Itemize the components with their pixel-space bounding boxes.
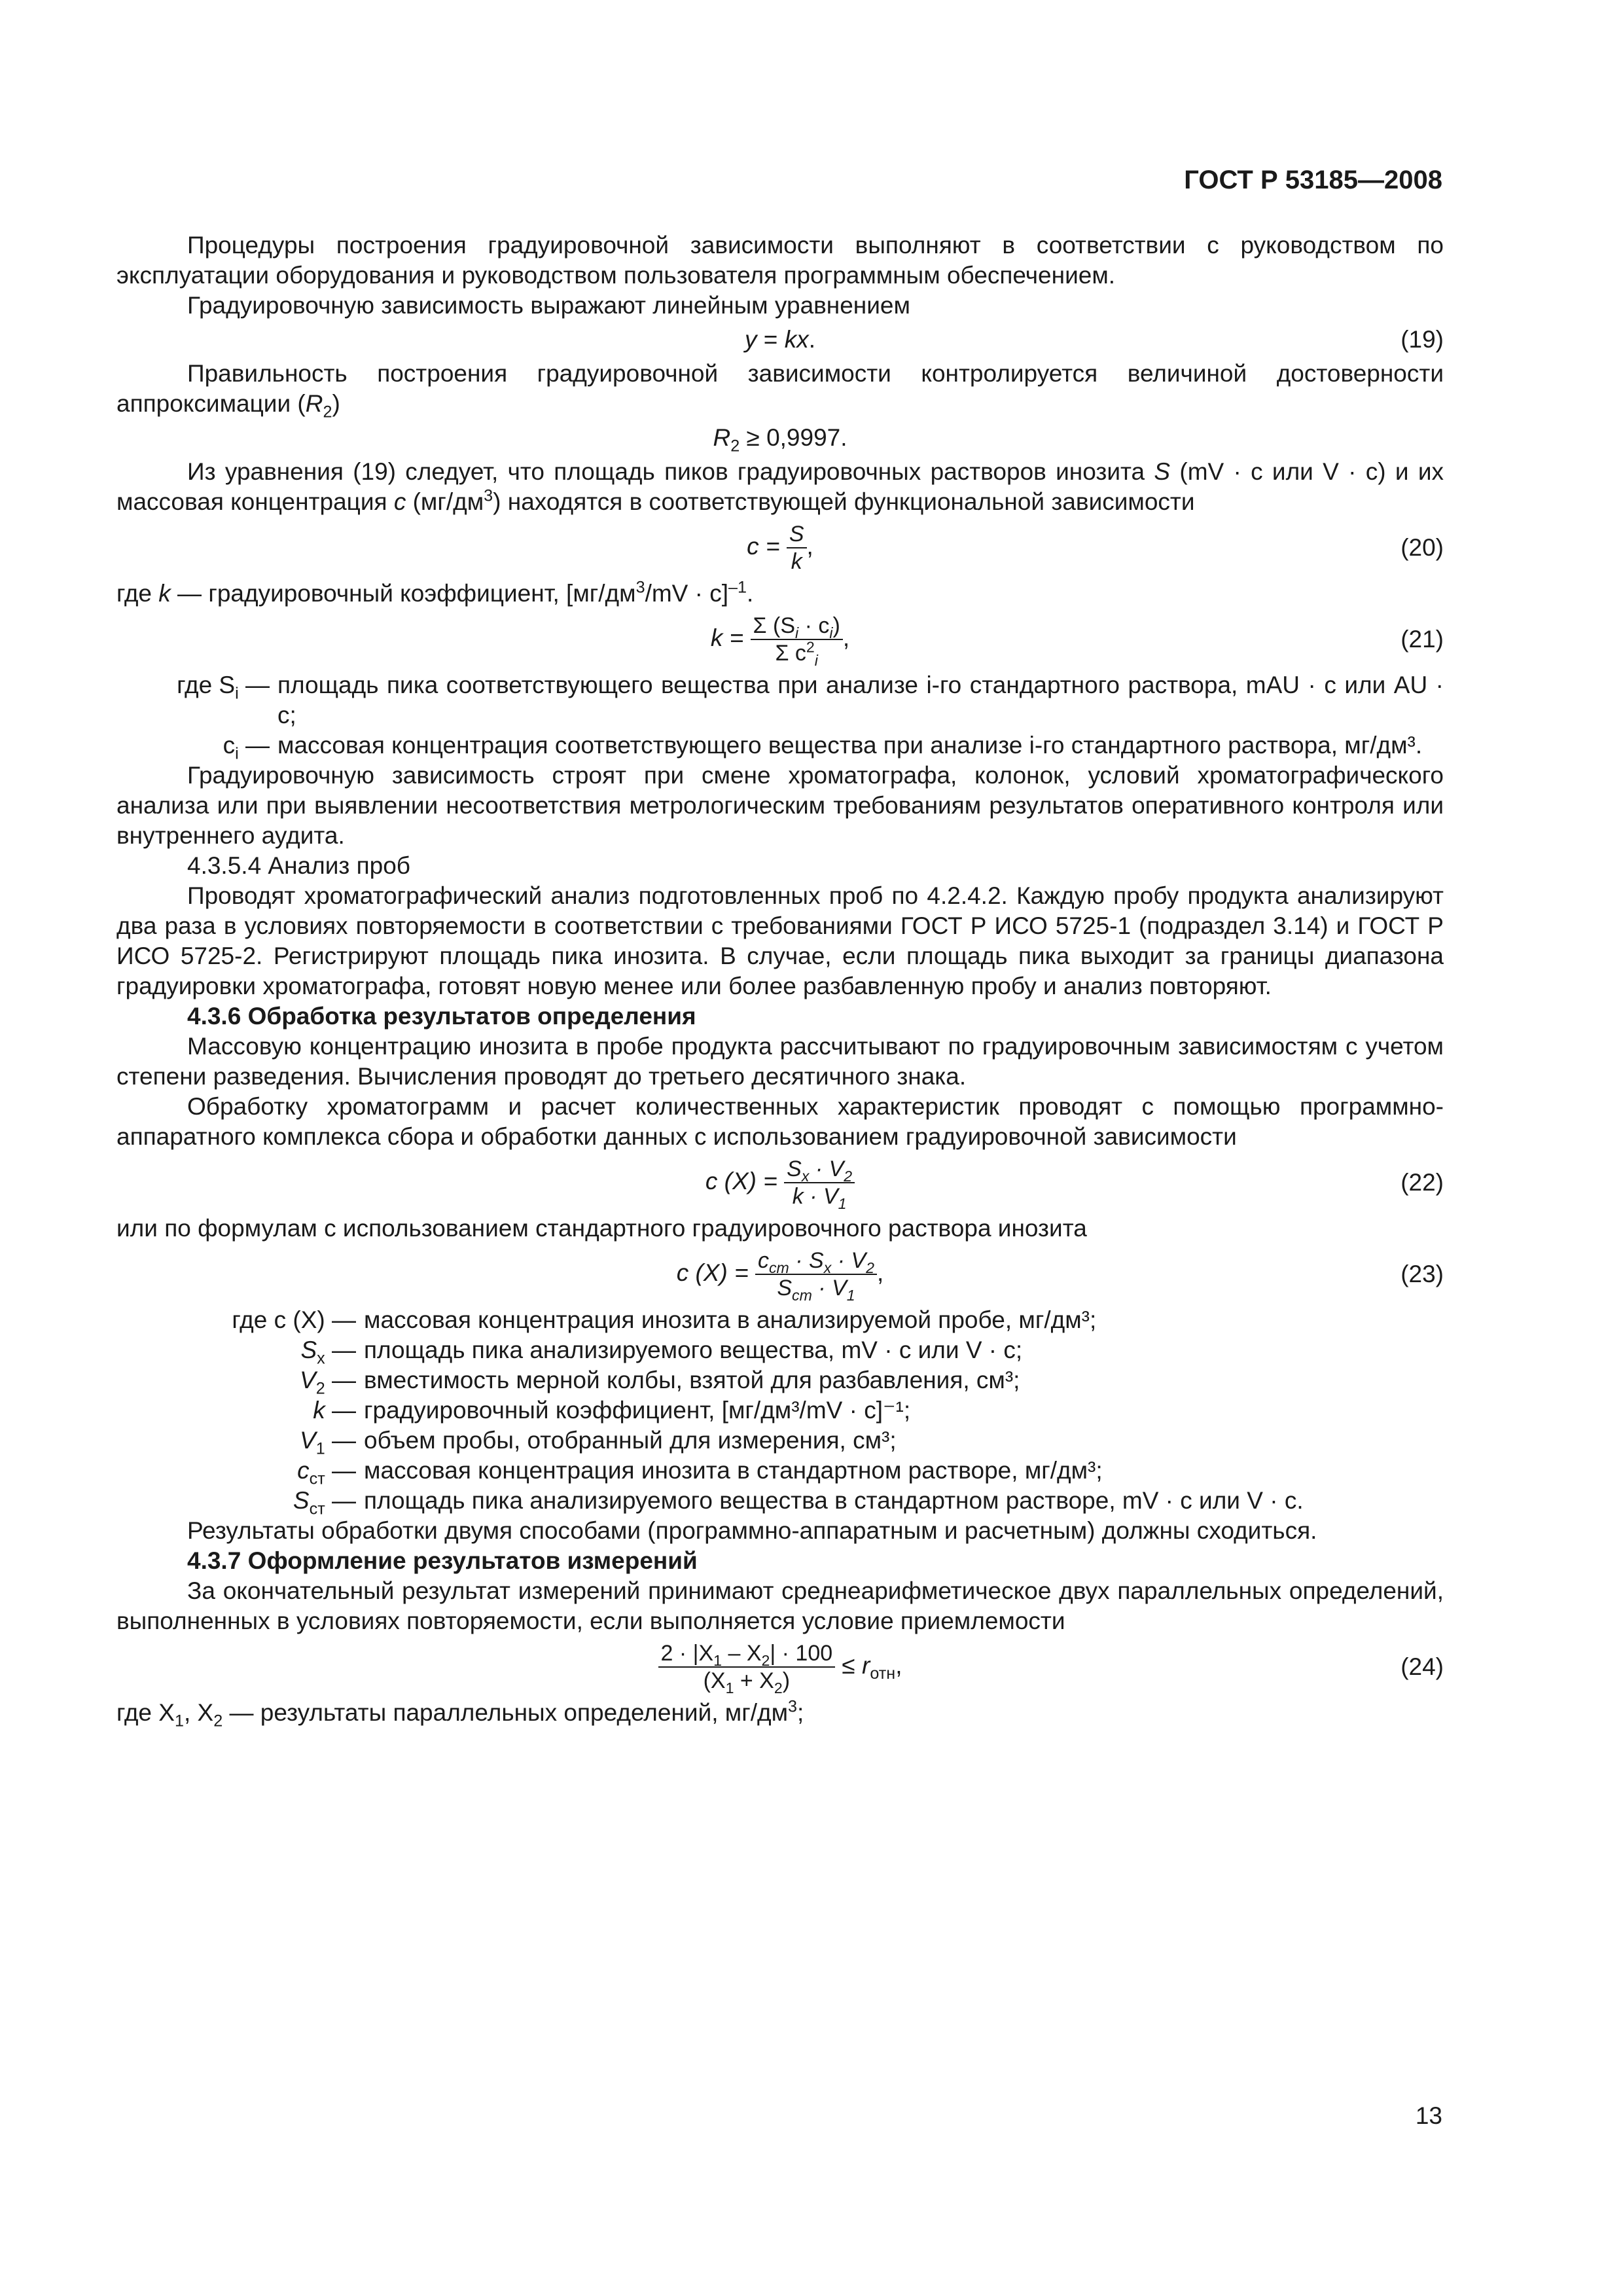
approx-R: R (305, 390, 323, 417)
r2-R: R (713, 424, 731, 451)
section-4-3-6-title: 4.3.6 Обработка результатов определения (187, 1003, 696, 1030)
definition-row (116, 1426, 1444, 1456)
def21-1-dash: — (238, 732, 270, 759)
formula-21-lhs: k = (710, 624, 751, 651)
xdef-c: — результаты параллельных определений, мг/дм (223, 1699, 789, 1726)
formula-19-kx: kx (784, 326, 809, 353)
xdef-a: где X (116, 1699, 175, 1726)
r2-sub: 2 (730, 437, 740, 456)
approx-end: ) (332, 390, 340, 417)
definition-text: массовая концентрация соответствующего вещества при анализе i-го стандартного раствора, мг/дм³. (277, 732, 1423, 759)
k-def-sup: 3 (635, 578, 645, 597)
page-number: 13 (1415, 2102, 1442, 2129)
f23-top-sub3: 2 (866, 1259, 875, 1276)
page-content (116, 230, 1444, 1731)
formula-20-end: , (806, 532, 813, 560)
definition-label (116, 1426, 356, 1456)
paragraph-results-match: Результаты обработки двумя способами (программно-аппаратным и расчетным) должны сходиться. (187, 1517, 1317, 1544)
f22-bot-sub: 1 (838, 1194, 847, 1212)
peak-text-b: (mV · с или V · с) и их массовая концентрация (116, 458, 1444, 515)
def23-4-label: V (300, 1427, 316, 1454)
formula-24-rhs: ≤ r (835, 1651, 870, 1679)
def21-1-sub: i (235, 744, 239, 763)
def23-5-label: c (297, 1457, 310, 1484)
paragraph-final-result: За окончательный результат измерений принимают среднеарифметическое двух параллельных определений, выполненных в условиях повторяемости, если выполняется условие приемлемости (116, 1577, 1444, 1634)
f22-bot: k · V (792, 1184, 838, 1209)
f21-top-end: ) (832, 613, 840, 638)
formula-21-end: , (842, 624, 850, 651)
f21-bot-sup: 2 (806, 638, 815, 656)
definition-text: объем пробы, отобранный для измерения, см³; (364, 1427, 897, 1454)
formula-22-lhs: c (X) = (705, 1167, 785, 1194)
f23-bot-sub2: 1 (846, 1286, 855, 1304)
f24-bot-s1: 1 (725, 1679, 734, 1696)
k-def-a: где (116, 580, 159, 607)
formula-19 (116, 325, 1444, 355)
def23-3-label: k (313, 1397, 325, 1424)
formula-21 (116, 613, 1444, 669)
k-def-c: /mV · с] (645, 580, 729, 607)
formula-20-number: (20) (1400, 534, 1444, 561)
formula-24-end: , (895, 1651, 902, 1679)
definition-text: массовая концентрация инозита в анализируемой пробе, мг/дм³; (364, 1306, 1097, 1333)
formula-23-number: (23) (1400, 1261, 1444, 1287)
paragraph-procedure: Процедуры построения градуировочной зависимости выполняют в соответствии с руководством по эксплуатации оборудования и руководством пользователя программным обеспечением. (116, 232, 1444, 289)
formula-19-eq: = (757, 326, 785, 353)
formula-20-lhs: c = (747, 532, 787, 560)
definition-text: градуировочный коэффициент, [мг/дм³/mV · с]⁻¹; (364, 1397, 911, 1424)
definition-label (116, 730, 270, 761)
xdef-b: , X (183, 1699, 214, 1726)
formula-22-denominator (784, 1183, 855, 1210)
formula-21-numerator (751, 613, 843, 640)
f21-bot: Σ c (775, 641, 806, 666)
definition-text: массовая концентрация инозита в стандартном растворе, мг/дм³; (364, 1457, 1103, 1484)
f24-top: 2 · |X (660, 1641, 714, 1666)
def23-6-sub: ст (309, 1499, 325, 1518)
f22-top: S (787, 1157, 802, 1181)
f24-bot-end: ) (782, 1668, 791, 1693)
xdef-s2: 2 (213, 1712, 223, 1731)
formula-23-lhs: c (X) = (676, 1259, 755, 1286)
approx-R-sub: 2 (323, 403, 332, 422)
def21-0-label: где S (177, 672, 236, 698)
approx-text: Правильность построения градуировочной зависимости контролируется величиной достоверности аппроксимации ( (116, 360, 1444, 417)
f23-top-sub2: x (823, 1259, 832, 1276)
peak-S: S (1154, 458, 1171, 485)
f22-top-sub2: 2 (844, 1167, 853, 1185)
formula-23-numerator (755, 1247, 877, 1275)
f24-bot: (X (703, 1668, 726, 1693)
k-def-k: k (158, 580, 171, 607)
k-def-sup2: –1 (728, 578, 747, 597)
formula-21-number: (21) (1400, 626, 1444, 653)
f24-top-s1: 1 (713, 1651, 722, 1669)
def23-2-dash: — (325, 1367, 356, 1393)
formula-20-numerator: S (787, 521, 807, 548)
f23-top-mid: · S (789, 1248, 824, 1273)
definition-row (116, 1305, 1444, 1335)
k-definition (116, 579, 1444, 609)
definition-row (116, 730, 1444, 761)
f24-top-mid: – X (722, 1641, 762, 1666)
f24-bot-s2: 2 (774, 1679, 783, 1696)
xdef-d: ; (797, 1699, 804, 1726)
def23-2-sub: 2 (315, 1379, 325, 1398)
formula-22-numerator (784, 1156, 855, 1183)
definition-label (116, 1456, 356, 1486)
section-4-3-7-title: 4.3.7 Оформление результатов измерений (187, 1547, 698, 1574)
def21-0-sub: i (235, 684, 239, 703)
f23-bot-sub: ст (792, 1286, 812, 1304)
definition-label (116, 1365, 356, 1398)
paragraph-mass-concentration: Массовую концентрацию инозита в пробе продукта рассчитывают по градуировочным зависимостям с учетом степени разведения. Вычисления проводят до третьего десятичного знака. (116, 1033, 1444, 1090)
formula-22-number: (22) (1400, 1169, 1444, 1196)
f24-bot-mid: + X (734, 1668, 774, 1693)
definition-row (116, 1486, 1444, 1516)
def23-5-dash: — (325, 1457, 356, 1484)
formula-24-numerator (658, 1640, 836, 1668)
definition-row (116, 1335, 1444, 1368)
k-def-d: . (747, 580, 754, 607)
x-definition (116, 1697, 1444, 1731)
r2-rest: ≥ 0,9997. (740, 424, 847, 451)
k-def-b: — градуировочный коэффициент, [мг/дм (170, 580, 636, 607)
formula-23-fraction (755, 1247, 877, 1304)
def21-0-dash: — (238, 672, 270, 698)
definition-text: площадь пика соответствующего вещества при анализе i-го стандартного раствора, mAU · с или AU · с; (277, 672, 1444, 728)
definition-row (116, 670, 1444, 730)
formula-20-fraction (787, 521, 807, 575)
f23-top: c (757, 1248, 769, 1273)
formula-21-fraction (751, 613, 843, 669)
definition-row (116, 1365, 1444, 1398)
definition-label (116, 1335, 356, 1368)
formula-20 (116, 521, 1444, 575)
formula-24-denominator (658, 1668, 836, 1694)
formula-22 (116, 1156, 1444, 1210)
f23-bot-mid: · V (812, 1276, 847, 1300)
f23-top-mid2: · V (831, 1248, 866, 1273)
formula-r2 (116, 423, 1444, 456)
def23-6-dash: — (325, 1487, 356, 1514)
def23-0-label: где c (X) (232, 1306, 325, 1333)
definitions-21 (116, 670, 1444, 761)
f22-top-sub: x (801, 1167, 810, 1185)
definition-text: площадь пика анализируемого вещества, mV · с или V · с; (364, 1336, 1023, 1363)
definition-row (116, 1395, 1444, 1426)
formula-23-end: , (877, 1259, 884, 1286)
paragraph-sample-analysis: Проводят хроматографический анализ подготовленных проб по 4.2.4.2. Каждую пробу продукта анализируют два раза в условиях повторяемости в соответствии с требованиями ГОСТ Р ИСО 5725-1 (подраздел 3.14) и ГОСТ Р ИСО 5725-2. Регистрируют площадь пика инозита. В случае, если площадь пика выходит за границы диапазона градуировки хроматографа, готовят новую менее или более разбавленную пробу и анализ повторяют. (116, 882, 1444, 999)
formula-23-denominator (755, 1275, 877, 1304)
formula-19-number: (19) (1400, 326, 1444, 353)
formula-24 (116, 1640, 1444, 1694)
def23-6-label: S (293, 1487, 310, 1514)
definition-row (116, 1456, 1444, 1486)
f21-top-mid: · c (798, 613, 830, 638)
f24-top-end: | · 100 (770, 1641, 833, 1666)
peak-text-a: Из уравнения (19) следует, что площадь пиков градуировочных растворов инозита (187, 458, 1154, 485)
paragraph-standard-solution: или по формулам с использованием стандартного градуировочного раствора инозита (116, 1215, 1087, 1242)
def23-1-sub: x (317, 1349, 325, 1368)
formula-24-rhs-sub: отн (870, 1664, 896, 1683)
f24-top-s2: 2 (761, 1651, 770, 1669)
definitions-23 (116, 1305, 1444, 1516)
peak-text-e: ) находятся в соответствующей функциональной зависимости (493, 488, 1195, 515)
definition-label (116, 1305, 356, 1335)
formula-19-end: . (808, 326, 815, 353)
xdef-sup: 3 (788, 1697, 798, 1716)
formula-21-denominator (751, 638, 843, 669)
f21-top: Σ (S (753, 613, 796, 638)
def23-5-sub: ст (309, 1469, 325, 1488)
peak-text-d: (мг/дм (406, 488, 484, 515)
def23-1-dash: — (325, 1336, 356, 1363)
formula-23 (116, 1247, 1444, 1304)
f21-top-i: i (795, 624, 799, 641)
formula-24-number: (24) (1400, 1653, 1444, 1680)
paragraph-linear-eq: Градуировочную зависимость выражают линейным уравнением (187, 292, 910, 319)
f23-top-sub: ст (768, 1259, 789, 1276)
paragraph-peak-area (116, 457, 1444, 517)
definition-label (116, 1486, 356, 1516)
paragraph-approximation (116, 359, 1444, 422)
f22-top-mid: · V (809, 1157, 844, 1181)
f23-bot: S (777, 1276, 793, 1300)
definition-label (116, 670, 270, 730)
formula-24-fraction (658, 1640, 836, 1694)
def23-4-sub: 1 (315, 1439, 325, 1458)
peak-sup: 3 (484, 486, 493, 505)
definition-text: вместимость мерной колбы, взятой для разбавления, см³; (364, 1367, 1020, 1393)
document-id: ГОСТ Р 53185—2008 (1184, 166, 1442, 194)
f21-top-i2: i (829, 624, 833, 641)
paragraph-calibration: Градуировочную зависимость строят при смене хроматографа, колонок, условий хроматографического анализа или при выявлении несоответствия метрологическим требованиям результатов оперативного контроля или внутреннего аудита. (116, 762, 1444, 849)
formula-20-denominator: k (791, 549, 802, 574)
formula-22-fraction (784, 1156, 855, 1210)
section-4-3-5-4: 4.3.5.4 Анализ проб (187, 852, 411, 879)
peak-c: с (393, 488, 406, 515)
def21-1-label: c (223, 732, 236, 759)
def23-4-dash: — (325, 1427, 356, 1454)
definition-label (116, 1395, 356, 1426)
xdef-s1: 1 (174, 1712, 184, 1731)
def23-1-label: S (300, 1336, 317, 1363)
def23-0-dash: — (325, 1306, 356, 1333)
def23-3-dash: — (325, 1397, 356, 1424)
paragraph-chromatogram: Обработку хроматограмм и расчет количественных характеристик проводят с помощью программно-аппаратного комплекса сбора и обработки данных с использованием градуировочной зависимости (116, 1093, 1444, 1150)
formula-19-lhs: y (745, 326, 757, 353)
f21-bot-sub: i (814, 651, 818, 669)
definition-text: площадь пика анализируемого вещества в стандартном растворе, mV · с или V · с. (364, 1487, 1304, 1514)
def23-2-label: V (300, 1367, 316, 1393)
